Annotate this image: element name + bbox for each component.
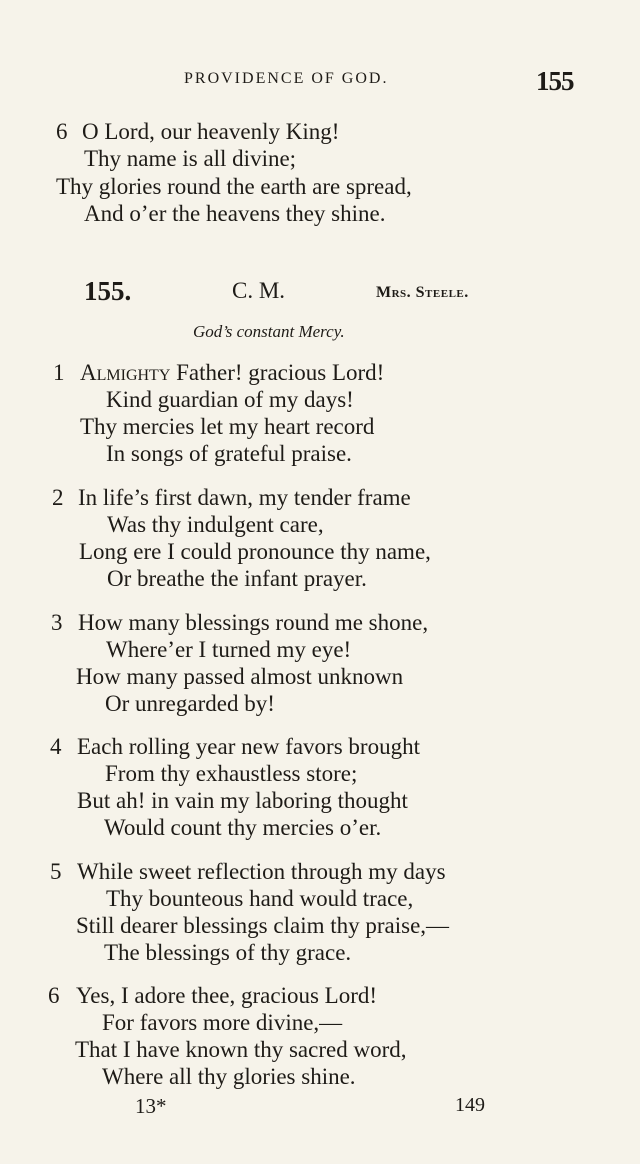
running-title: PROVIDENCE OF GOD. [184,70,389,87]
page-number: 155 [536,66,574,96]
hymn-subtitle: God’s constant Mercy. [193,322,345,341]
stanza-number: 5 [50,859,62,884]
prev-stanza-number: 6 [56,119,68,144]
stanza-line [80,359,384,387]
stanza-line: In songs of grateful praise. [106,441,352,466]
stanza-line: Kind guardian of my days! [106,387,354,412]
hymn-heading [0,276,640,312]
stanza-line: But ah! in vain my laboring thought [77,788,408,813]
hymn-author: Mrs. Steele. [376,284,469,301]
running-head [0,66,640,96]
stanza-line: Thy bounteous hand would trace, [106,886,414,911]
stanza-line: Was thy indulgent care, [107,512,324,537]
first-line-rest: Father! gracious Lord! [170,360,385,385]
stanza-line: The blessings of thy grace. [104,940,352,965]
stanza-line: Where’er I turned my eye! [106,637,352,662]
stanza-line: Would count thy mercies o’er. [104,815,382,840]
signature-mark: 13* [135,1094,167,1118]
stanza-line: For favors more divine,— [102,1010,343,1035]
stanza-line: Or breathe the infant prayer. [107,566,367,591]
stanza-line: Still dearer blessings claim thy praise,— [76,913,450,938]
prev-stanza-line: Thy glories round the earth are spread, [56,174,412,199]
stanza-line: That I have known thy sacred word, [75,1037,407,1062]
stanza-line: Yes, I adore thee, gracious Lord! [76,983,378,1008]
folio-number: 149 [455,1094,485,1116]
stanza-number: 2 [52,485,64,510]
stanza-line: In life’s first dawn, my tender frame [78,485,411,510]
stanza-line: How many passed almost unknown [76,664,404,689]
prev-stanza-line: And o’er the heavens they shine. [84,201,386,226]
stanza-number: 3 [51,610,63,635]
stanza-number: 4 [50,734,62,759]
prev-stanza-line: Thy name is all divine; [84,146,297,171]
stanza-line: Thy mercies let my heart record [80,414,375,439]
stanza-number: 1 [53,360,65,385]
stanza-line: Or unregarded by! [105,691,275,716]
stanza-line: Long ere I could pronounce thy name, [79,539,431,564]
hymn-meter: C. M. [232,278,286,303]
stanza-line: While sweet reflection through my days [77,859,446,884]
stanza-line: Where all thy glories shine. [102,1064,356,1089]
stanza-line: How many blessings round me shone, [78,610,429,635]
first-word: Almighty [80,360,171,385]
stanza-line: From thy exhaustless store; [105,761,358,786]
stanza-number: 6 [48,983,60,1008]
stanza-line: Each rolling year new favors brought [77,734,420,759]
hymn-number: 155. [84,276,132,306]
prev-stanza-line: O Lord, our heavenly King! [82,119,340,144]
